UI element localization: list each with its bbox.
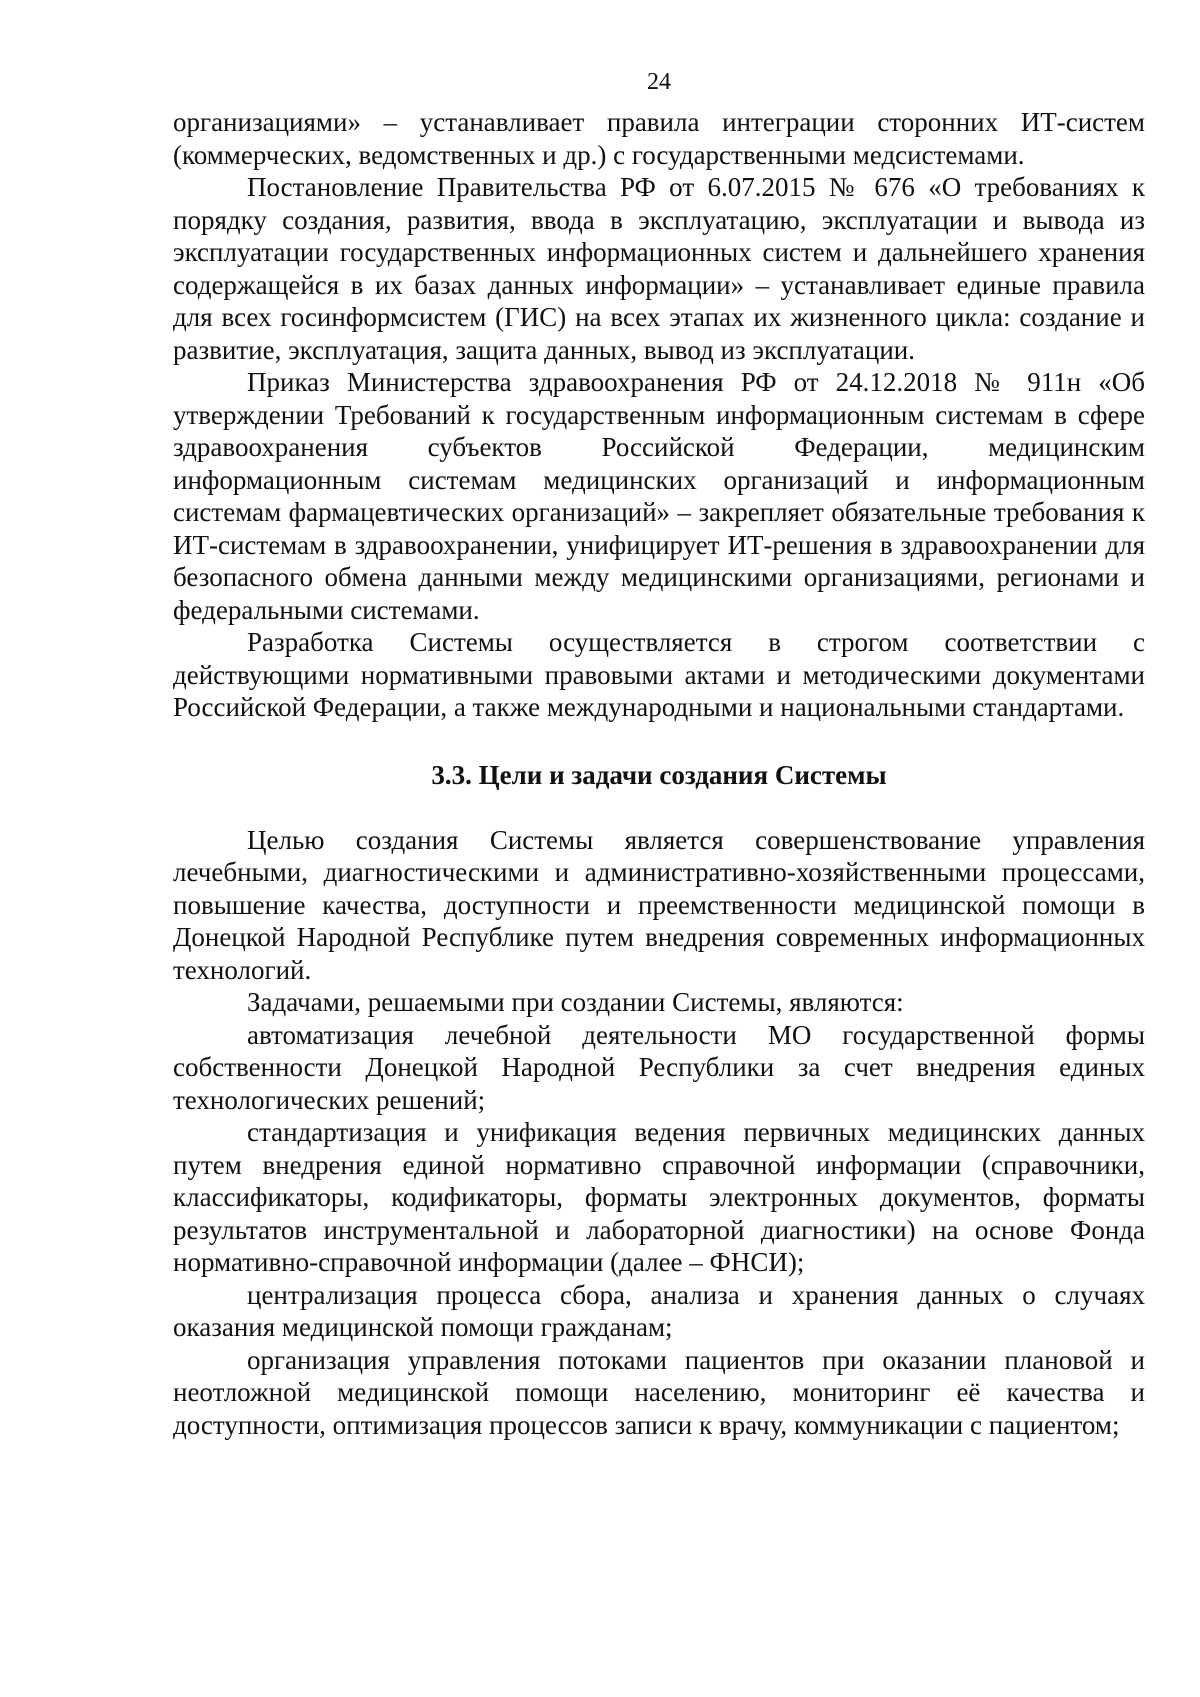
list-item-standardization: стандартизация и унификация ведения первичных медицинских данных путем внедрения единой нормативно справочной информации (справочники, классификаторы, кодификаторы, форматы электронных документов, форматы результатов инструментальной и лабораторной диагностики) на основе Фонда нормативно-справочной информации (далее – ФНСИ);	[173, 1117, 1145, 1277]
list-item-automation: автоматизация лечебной деятельности МО государственной формы собственности Донецкой Народной Республики за счет внедрения единых технологических решений;	[173, 1019, 1145, 1115]
paragraph-tasks-intro: Задачами, решаемыми при создании Системы, являются:	[247, 987, 904, 1017]
paragraph-decree-676: Постановление Правительства РФ от 6.07.2015 № 676 «О требованиях к порядку создания, развития, ввода в эксплуатацию, эксплуатации и вывода из эксплуатации государственных информационных систем и дальнейшего хранения содержащейся в их базах данных информации» – устанавливает единые правила для всех госинформсистем (ГИС) на всех этапах их жизненного цикла: создание и развитие, эксплуатация, защита данных, вывод из эксплуатации.	[173, 172, 1145, 365]
paragraph-continuation: организациями» – устанавливает правила интеграции сторонних ИТ-систем (коммерческих, ведомственных и др.) с государственными медсистемами.	[173, 107, 1145, 170]
section-heading: 3.3. Цели и задачи создания Системы	[431, 759, 887, 790]
paragraph-order-911n: Приказ Министерства здравоохранения РФ от 24.12.2018 № 911н «Об утверждении Требований к государственным информационным системам в сфере здравоохранения субъектов Российской Федерации, медицинским информационным системам медицинских организаций и информационным системам фармацевтических организаций» – закрепляет обязательные требования к ИТ-системам в здравоохранении, унифицирует ИТ-решения в здравоохранении для безопасного обмена данными между медицинскими организациями, регионами и федеральными системами.	[173, 367, 1145, 625]
list-item-patient-flow: организация управления потоками пациентов при оказании плановой и неотложной медицинской помощи населению, мониторинг её качества и доступности, оптимизация процессов записи к врачу, коммуникации с пациентом;	[173, 1344, 1145, 1440]
page-number: 24	[647, 69, 671, 95]
document-page	[173, 68, 1145, 1441]
list-item-centralization: централизация процесса сбора, анализа и хранения данных о случаях оказания медицинской помощи гражданам;	[173, 1279, 1145, 1342]
paragraph-goal: Целью создания Системы является совершенствование управления лечебными, диагностическими и административно-хозяйственными процессами, повышение качества, доступности и преемственности медицинской помощи в Донецкой Народной Республике путем внедрения современных информационных технологий.	[173, 824, 1145, 985]
paragraph-development-compliance: Разработка Системы осуществляется в строгом соответствии с действующими нормативными правовыми актами и методическими документами Российской Федерации, а также международными и национальными стандартами.	[173, 627, 1145, 722]
